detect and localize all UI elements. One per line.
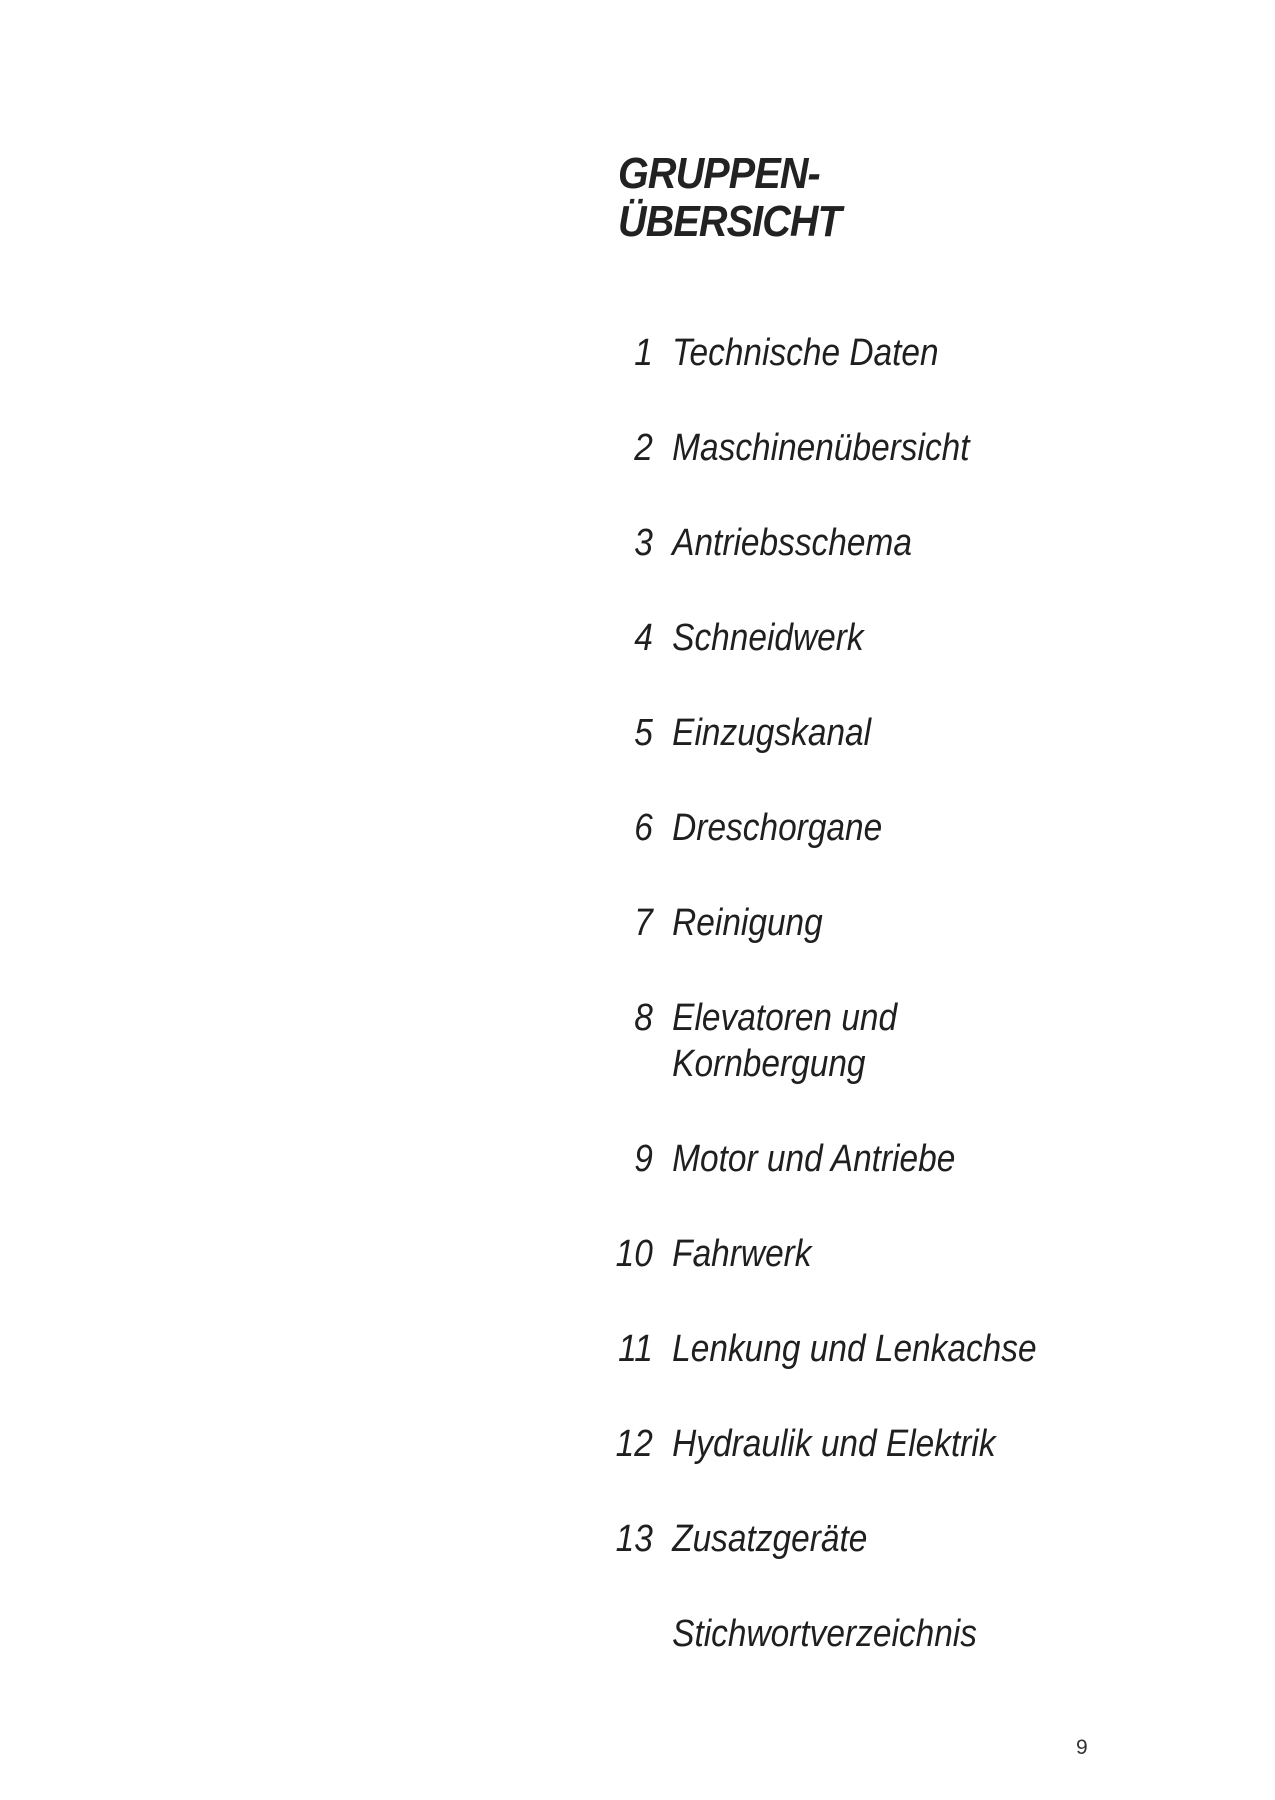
- toc-title: Reinigung: [672, 902, 823, 944]
- toc-number: 9: [634, 1138, 653, 1180]
- toc-title: Lenkung und Lenkachse: [672, 1328, 1037, 1370]
- toc-title: Stichwortverzeichnis: [672, 1613, 977, 1655]
- toc-item-1: [600, 330, 1093, 376]
- toc-title: Schneidwerk: [672, 617, 864, 659]
- toc-item-5: [600, 710, 1093, 756]
- toc-item-6: [600, 805, 1093, 851]
- toc-title: Einzugskanal: [672, 712, 872, 754]
- toc-title: Antriebsschema: [672, 522, 912, 564]
- toc-item-7: [600, 900, 1093, 946]
- group-overview-list: [600, 330, 1160, 1657]
- toc-number: 4: [634, 617, 653, 659]
- toc-number: 12: [615, 1423, 653, 1465]
- toc-title: Maschinenübersicht: [672, 427, 970, 469]
- toc-number: 13: [615, 1518, 653, 1560]
- toc-number: 11: [618, 1328, 653, 1370]
- toc-number: 3: [634, 522, 653, 564]
- toc-item-10: [600, 1231, 1093, 1277]
- toc-item-8: [600, 995, 1093, 1087]
- toc-number: 1: [634, 332, 653, 374]
- toc-item-2: [600, 425, 1093, 471]
- toc-item-12: [600, 1421, 1093, 1467]
- toc-title: Hydraulik und Elektrik: [672, 1423, 996, 1465]
- toc-item-11: [600, 1326, 1093, 1372]
- page-title-line-2: ÜBERSICHT: [618, 197, 841, 246]
- toc-title: Technische Daten: [672, 332, 939, 374]
- page-number: 9: [1076, 1736, 1088, 1759]
- toc-item-9: [600, 1136, 1093, 1182]
- toc-item-3: [600, 520, 1093, 566]
- toc-title: Fahrwerk: [672, 1233, 812, 1275]
- toc-title: Zusatzgeräte: [672, 1518, 868, 1560]
- page-title-line-1: GRUPPEN-: [618, 149, 820, 198]
- toc-item-index: [600, 1611, 1093, 1657]
- toc-title: Dreschorgane: [672, 807, 883, 849]
- page-title: [618, 150, 841, 246]
- toc-number: 8: [634, 997, 653, 1039]
- toc-number: 6: [634, 807, 653, 849]
- toc-item-13: [600, 1516, 1093, 1562]
- toc-item-4: [600, 615, 1093, 661]
- toc-title: Motor und Antriebe: [672, 1138, 956, 1180]
- toc-number: 7: [634, 902, 653, 944]
- toc-number: 10: [615, 1233, 653, 1275]
- toc-number: 2: [634, 427, 653, 469]
- toc-number: 5: [634, 712, 653, 754]
- toc-title: Elevatoren und Kornbergung: [672, 997, 898, 1085]
